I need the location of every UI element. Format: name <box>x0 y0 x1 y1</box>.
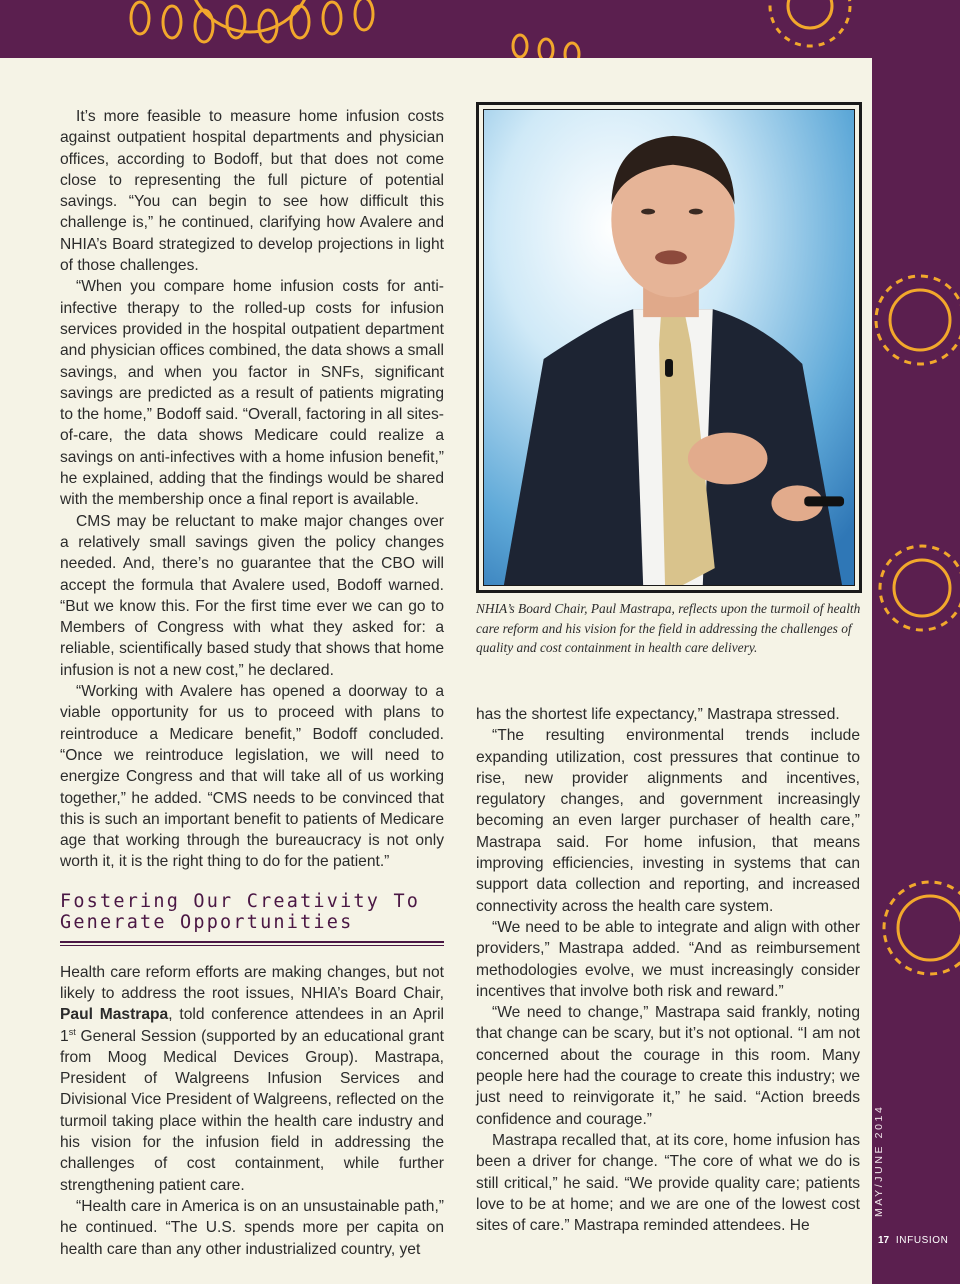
issue-date <box>873 1201 885 1217</box>
paragraph: “We need to change,” Mastrapa said frankly, noting that change can be scary, but it’s not optional. “I am not concerned about the courage in this room. Many people here had the courage to create this industry; we just need to reinvigorate it,” he said. “Action breeds confidence and courage.” <box>476 1004 860 1128</box>
right-column <box>476 704 860 1236</box>
section-heading <box>60 891 444 933</box>
paragraph: “Health care in America is on an unsustainable path,” he continued. “The U.S. spends more per capita on health care than any other industrialized country, yet <box>60 1197 444 1258</box>
paragraph <box>60 962 444 1196</box>
paragraph: “We need to be able to integrate and align with other providers,” Mastrapa added. “And as reimbursement methodologies evolve, we must increasingly consider incentives that involve both risk and reward.” <box>476 918 860 1000</box>
speaker-photo <box>483 109 855 586</box>
paragraph: It’s more feasible to measure home infusion costs against outpatient hospital departments and physician offices, according to Bodoff, but that does not come close to representing the full picture of potential savings. “You can begin to see how difficult this challenge is,” he continued, clarifying how Avalere and NHIA’s Board strategized to develop projections in light of those challenges. <box>60 108 444 275</box>
page <box>0 58 872 1284</box>
person-name: Paul Mastrapa <box>60 1006 169 1024</box>
paragraph: “When you compare home infusion costs for anti-infective therapy to the rolled-up costs for infusion services provided in the hospital outpatient department and physician offices combined, the data shows a small savings, and when you factor in SNFs, significant savings are predicted as a result of patients migrating to the home,” Bodoff said. “Overall, factoring in all sites-of-care, the data shows Medicare could realize a savings on anti-infectives with a home infusion benefit,” he explained, adding that the findings would be shared with the membership once a final report is available. <box>60 278 444 509</box>
top-decorative-band <box>0 0 960 58</box>
text-run: , told conference attendees in an April 1 <box>60 1006 445 1045</box>
page-number: 17 <box>878 1235 890 1246</box>
paragraph: CMS may be reluctant to make major changes over a relatively small savings given the policy changes needed. And, there’s no guarantee that the CBO will accept the formula that Avalere used, Bodoff warned. “But we know this. For the first time ever we can go to Members of Congress with what they asked for: a reliable, scientifically based study that shows that home infusion is not a new cost,” he declared. <box>60 512 444 679</box>
paragraph: has the shortest life expectancy,” Mastrapa stressed. <box>476 706 840 723</box>
mandala-ornament-side <box>872 58 960 1284</box>
magazine-logo: INFUSION <box>895 1235 949 1246</box>
mandala-ornament-top <box>0 0 960 58</box>
paragraph: “The resulting environmental trends include expanding utilization, cost pressures that continue to rise, new provider alignments and incentives, regulatory changes, and government increasingly becoming an even larger purchaser of health care,” Mastrapa said. For home infusion, that means improving efficiencies, investing in systems that can support data collection and reporting, and increased connectivity across the health care system. <box>476 727 860 915</box>
paragraph: Mastrapa recalled that, at its core, home infusion has been a driver for change. “The core of what we do is still critical,” he said. “We provide quality care; patients love to be at home; and we are one of the lowest cost sites of care.” Mastrapa reminded attendees. He <box>476 1131 860 1235</box>
heading-divider <box>60 945 444 946</box>
left-column <box>60 106 444 1260</box>
right-sidebar <box>872 58 960 1284</box>
photo-caption: NHIA’s Board Chair, Paul Mastrapa, reflects upon the turmoil of health care reform and his vision for the field in addressing the challenges of quality and cost containment in health care delivery. <box>476 601 861 656</box>
heading-divider <box>60 941 444 943</box>
text-run: General Session (supported by an educational grant from Moog Medical Devices Group). Mastrapa, President of Walgreens Infusion Services and Divisional Vice President of Walgreens, reflected on the turmoil taking place within the health care industry and his vision for the infusion field in addressing the challenges of cost containment, while further strengthening patient care. <box>60 1027 444 1194</box>
superscript: st <box>68 1026 76 1037</box>
photo-frame <box>476 102 862 593</box>
section-heading-line: Generate Opportunities <box>60 911 354 933</box>
speaker-illustration <box>484 110 854 585</box>
text-run: Health care reform efforts are making changes, but not likely to address the root issues, NHIA’s Board Chair, <box>60 963 444 1002</box>
section-heading-line: Fostering Our Creativity To <box>60 890 421 912</box>
paragraph: “Working with Avalere has opened a doorway to a viable opportunity for us to proceed with plans to reintroduce a Medicare benefit,” Bodoff concluded. “Once we reintroduce legislation, we will need to energize Congress and that will take all of us working together,” he added. “CMS needs to be convinced that this is such an important benefit to patients of Medicare age that working through the bureaucracy is not only worth it, it is the right thing to do for the patient.” <box>60 683 444 871</box>
page-footer <box>878 1235 949 1246</box>
